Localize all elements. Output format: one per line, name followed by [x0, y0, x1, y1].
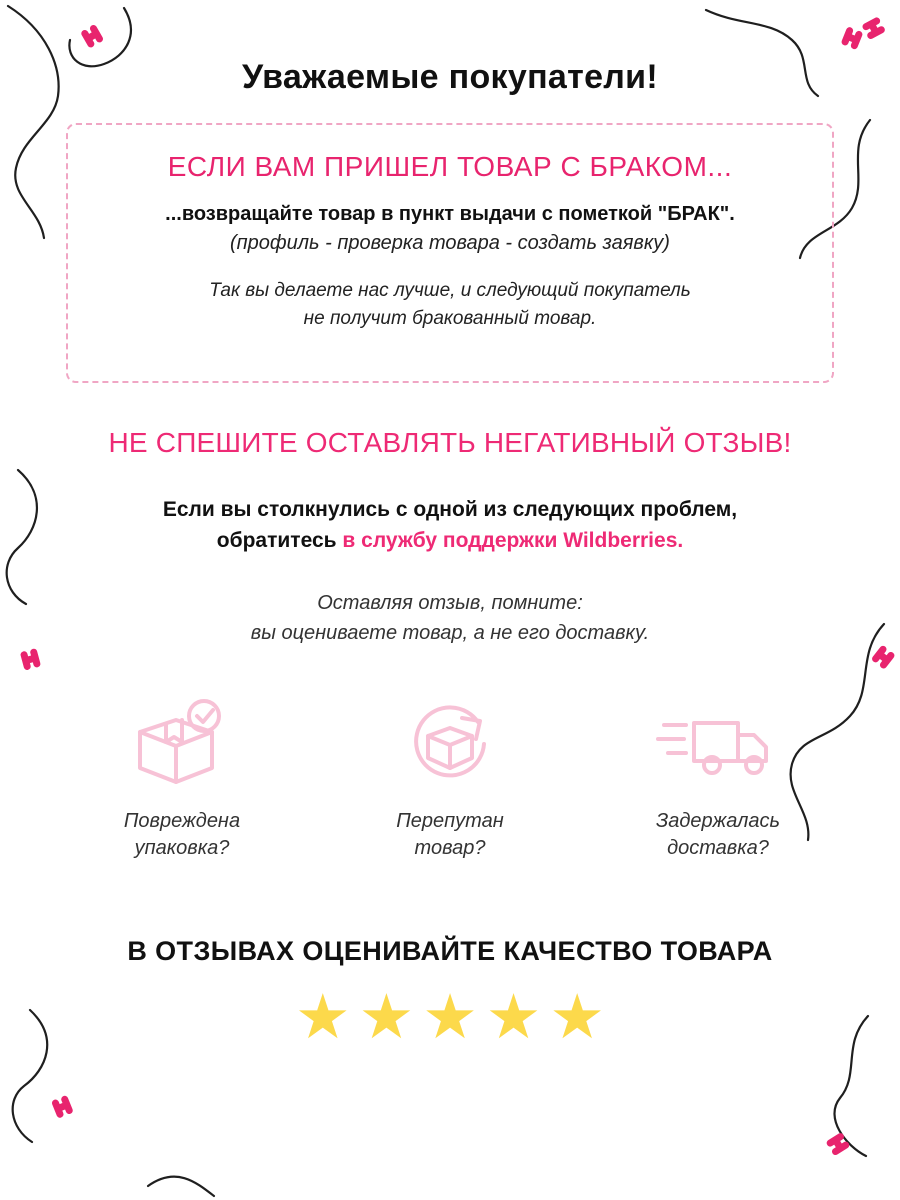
problem-caption-damaged-line-2: упаковка? — [134, 836, 230, 859]
star-rating — [60, 982, 840, 1052]
problem-item-wrong-product — [355, 694, 545, 862]
star-icon: ★ — [358, 982, 415, 1052]
defect-note-line-2: не получит бракованный товар. — [303, 307, 597, 329]
problem-caption-damaged-package — [124, 808, 240, 862]
star-icon: ★ — [485, 982, 542, 1052]
negative-review-heading: НЕ СПЕШИТЕ ОСТАВЛЯТЬ НЕГАТИВНЫЙ ОТЗЫВ! — [108, 427, 792, 459]
problem-item-damaged-package — [87, 694, 277, 862]
review-reminder — [60, 588, 840, 648]
defect-note — [94, 277, 806, 332]
delivery-truck-icon — [656, 694, 780, 790]
star-icon: ★ — [422, 982, 478, 1052]
defect-heading: ЕСЛИ ВАМ ПРИШЕЛ ТОВАР С БРАКОМ... — [167, 151, 733, 182]
defect-return-instruction: ...возвращайте товар в пункт выдачи с пометкой "БРАК". — [165, 203, 735, 225]
problem-caption-wrong-line-2: товар? — [414, 836, 486, 859]
star-icon: ★ — [549, 982, 605, 1052]
damaged-box-icon — [126, 694, 238, 790]
star-icon: ★ — [295, 982, 351, 1052]
problem-caption-late-line-2: доставка? — [667, 836, 769, 859]
page-title: Уважаемые покупатели! — [241, 58, 658, 96]
problem-caption-wrong-line-1: Перепутан — [396, 809, 504, 832]
problem-caption-late-line-1: Задержалась — [655, 809, 781, 832]
support-instruction-line-1: Если вы столкнулись с одной из следующих проблем, — [162, 498, 738, 522]
defect-instructions-box — [66, 123, 834, 383]
footer-heading: В ОТЗЫВАХ ОЦЕНИВАЙТЕ КАЧЕСТВО ТОВАРА — [127, 935, 773, 966]
review-reminder-line-2: вы оцениваете товар, а не его доставку. — [250, 621, 650, 644]
problem-item-late-delivery — [623, 694, 813, 862]
problem-caption-wrong-product — [396, 808, 503, 862]
support-instruction — [60, 495, 840, 556]
review-reminder-line-1: Оставляя отзыв, помните: — [317, 591, 583, 614]
support-instruction-line-2-prefix: обратитесь — [216, 528, 343, 552]
problem-caption-damaged-line-1: Повреждена — [123, 809, 241, 832]
support-link-text: в службу поддержки Wildberries. — [342, 528, 684, 552]
wrong-item-return-icon — [396, 694, 504, 790]
problem-caption-late-delivery — [656, 808, 780, 862]
defect-note-line-1: Так вы делаете нас лучше, и следующий покупатель — [209, 280, 691, 301]
problem-icons-row — [60, 694, 840, 862]
defect-profile-path: (профиль - проверка товара - создать заявку) — [230, 232, 670, 254]
